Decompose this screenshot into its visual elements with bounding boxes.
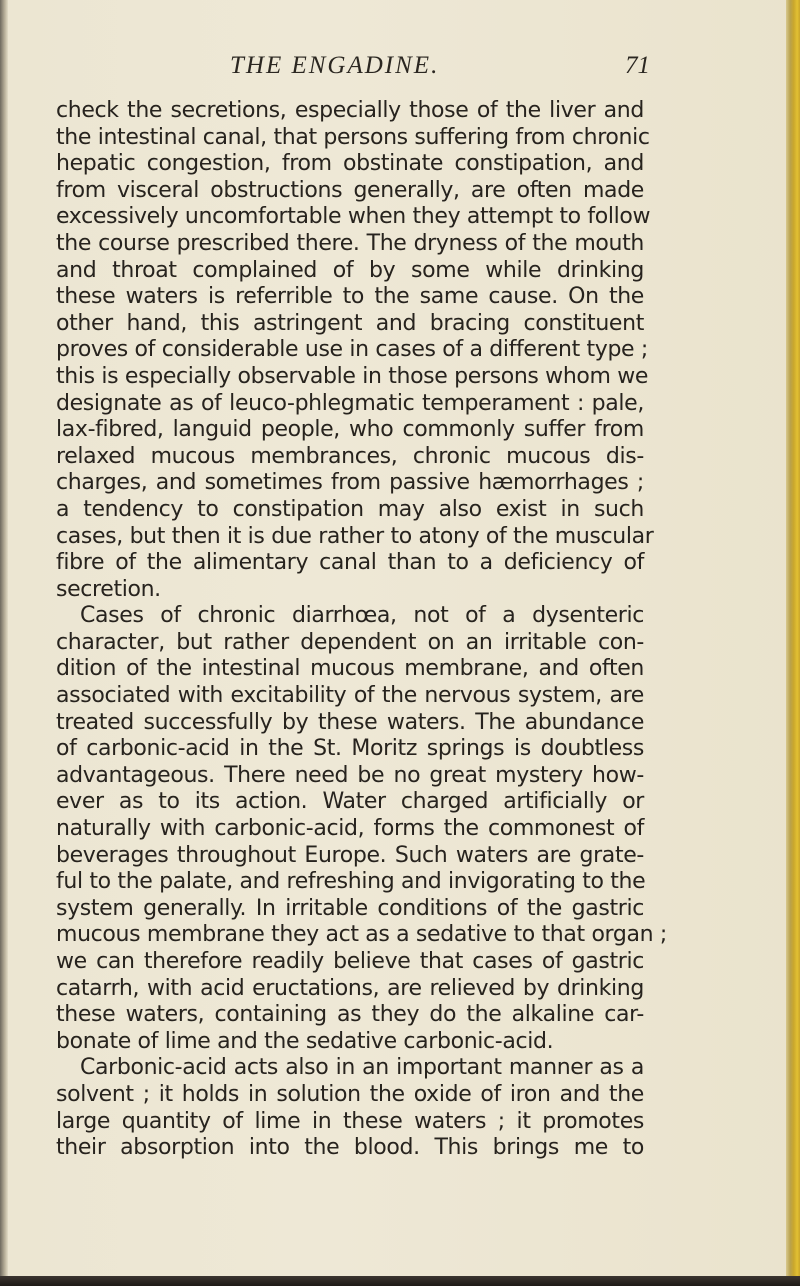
text-line: excessively uncomfortable when they attempt to follow: [56, 204, 651, 230]
text-line: this is especially observable in those persons whom we: [56, 363, 649, 389]
running-title: THE ENGADINE.: [230, 52, 440, 79]
text-line: cases, but then it is due rather to atony of the muscular: [56, 523, 654, 549]
text-line: hepatic congestion, from obstinate constipation, and: [56, 151, 644, 177]
text-line: ever as to its action. Water charged artificially or: [56, 789, 644, 815]
text-line: associated with excitability of the nervous system, are: [56, 683, 644, 709]
page-edge-right: [786, 0, 800, 1286]
text-line: naturally with carbonic-acid, forms the commonest of: [56, 816, 644, 842]
text-line: these waters is referrible to the same cause. On the: [56, 284, 644, 310]
text-line: advantageous. There need be no great mystery how-: [56, 762, 644, 788]
text-line: solvent ; it holds in solution the oxide of iron and the: [56, 1081, 644, 1107]
text-line: dition of the intestinal mucous membrane, and often: [56, 656, 644, 682]
text-line: and throat complained of by some while drinking: [56, 257, 644, 283]
text-line: secretion.: [56, 576, 161, 602]
text-line: system generally. In irritable conditions of the gastric: [56, 895, 644, 921]
text-line: of carbonic-acid in the St. Moritz springs is doubtless: [56, 736, 644, 762]
text-line: their absorption into the blood. This brings me to: [56, 1135, 644, 1161]
body-text: [56, 98, 667, 1162]
text-line: check the secretions, especially those of the liver and: [56, 98, 644, 123]
text-line: other hand, this astringent and bracing constituent: [56, 310, 644, 336]
text-line: these waters, containing as they do the alkaline car-: [56, 1002, 644, 1028]
text-line: the intestinal canal, that persons suffering from chronic: [56, 124, 650, 150]
text-line: the course prescribed there. The dryness of the mouth: [56, 230, 644, 256]
text-line: from visceral obstructions generally, are often made: [56, 177, 644, 203]
text-line: charges, and sometimes from passive hæmorrhages ;: [56, 470, 644, 496]
text-line: lax-fibred, languid people, who commonly suffer from: [56, 417, 644, 443]
text-line: large quantity of lime in these waters ; it promotes: [56, 1108, 644, 1134]
text-line: bonate of lime and the sedative carbonic-acid.: [56, 1028, 554, 1054]
paragraph-start-line: Carbonic-acid acts also in an important manner as a: [80, 1055, 644, 1081]
text-line: relaxed mucous membrances, chronic mucous dis-: [56, 443, 644, 469]
text-line: fibre of the alimentary canal than to a deficiency of: [56, 550, 644, 576]
running-head: [120, 52, 650, 86]
paragraph-start-line: Cases of chronic diarrhœa, not of a dysenteric: [80, 603, 644, 629]
text-line: catarrh, with acid eructations, are relieved by drinking: [56, 975, 644, 1001]
text-line: beverages throughout Europe. Such waters are grate-: [56, 842, 644, 868]
text-line: a tendency to constipation may also exist in such: [56, 496, 644, 522]
page-edge-bottom: [0, 1276, 800, 1286]
binding-gutter: [0, 0, 8, 1286]
text-line: designate as of leuco-phlegmatic temperament : pale,: [56, 390, 644, 416]
text-line: proves of considerable use in cases of a different type ;: [56, 337, 648, 363]
page-number: 71: [625, 52, 650, 79]
text-line: ful to the palate, and refreshing and invigorating to the: [56, 869, 646, 895]
text-line: we can therefore readily believe that cases of gastric: [56, 949, 644, 974]
text-line: character, but rather dependent on an irritable con-: [56, 629, 644, 655]
text-line: mucous membrane they act as a sedative to that organ ;: [56, 922, 667, 948]
text-line: treated successfully by these waters. The abundance: [56, 709, 644, 735]
